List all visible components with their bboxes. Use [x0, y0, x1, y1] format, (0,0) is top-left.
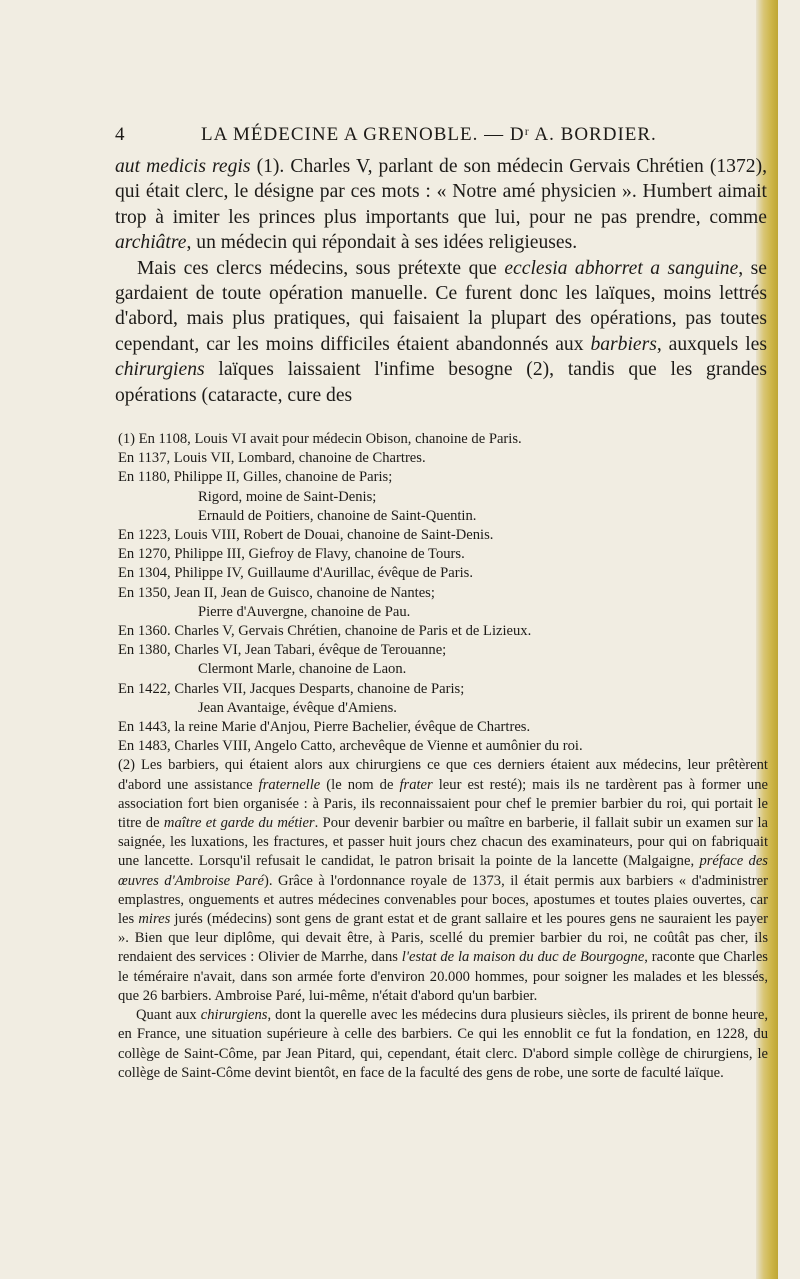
- footnote-2-paragraph-1: [118, 756, 768, 1006]
- body-paragraph-1: [115, 154, 767, 256]
- body-paragraph-2: [115, 256, 767, 408]
- text-run: , un médecin qui répondait à ses idées religieuses.: [186, 232, 578, 254]
- italic-run: l'estat de la maison du duc de Bourgogne: [401, 949, 645, 966]
- footnote-1-line: En 1350, Jean II, Jean de Guisco, chanoine de Nantes;: [118, 584, 435, 601]
- footnote-1-line: En 1180, Philippe II, Gilles, chanoine de Paris;: [118, 469, 393, 486]
- footnote-2: [118, 756, 768, 1082]
- text-run: , se gardaient de toute opération manuelle. Ce furent donc les laïques, moins lettrés d'abord, mais plus pratiques, qui faisaient la plupart des opérations, pas toutes cependant, car les moins difficiles étaient abandonnés aux: [115, 257, 767, 355]
- page-number: 4: [115, 124, 126, 145]
- text-run: , raconte que Charles le téméraire n'avait, dans son armée forte d'environ 20.000 hommes, pour soigner les malades et les blessés, que 26 barbiers. Ambroise Paré, lui-même, n'était d'abord qu'un barbier.: [118, 949, 768, 1004]
- footnote-1-line: Ernauld de Poitiers, chanoine de Saint-Quentin.: [198, 507, 477, 524]
- footnote-1-line: (1) En 1108, Louis VI avait pour médecin Obison, chanoine de Paris.: [118, 431, 522, 447]
- italic-run: frater: [399, 776, 433, 793]
- footnote-1-line: Rigord, moine de Saint-Denis;: [198, 488, 377, 505]
- footnote-1-line: Clermont Marle, chanoine de Laon.: [198, 661, 407, 678]
- text-run: Mais ces clercs médecins, sous prétexte que: [137, 257, 505, 279]
- footnote-1-line: En 1223, Louis VIII, Robert de Douai, chanoine de Saint-Denis.: [118, 527, 494, 544]
- footnote-1-line: Jean Avantaige, évêque d'Amiens.: [198, 699, 397, 716]
- footnotes: [118, 430, 768, 1083]
- text-run: Quant aux: [136, 1007, 201, 1024]
- italic-run: fraternelle: [258, 776, 321, 793]
- footnote-1-line: En 1483, Charles VIII, Angelo Catto, archevêque de Vienne et aumônier du roi.: [118, 738, 583, 755]
- footnote-1-line: En 1304, Philippe IV, Guillaume d'Aurillac, évêque de Paris.: [118, 565, 473, 582]
- italic-run: maître et garde du métier: [163, 815, 315, 832]
- footnote-1-list: [118, 430, 768, 756]
- footnote-1-line: En 1422, Charles VII, Jacques Desparts, chanoine de Paris;: [118, 680, 465, 697]
- running-header: [115, 124, 775, 146]
- italic-run: ecclesia abhorret a sanguine: [504, 257, 739, 279]
- text-run: ). Grâce à l'ordonnance royale de 1373, il était permis aux barbiers « d'administrer emplastres, onguements et autres médecines convenables pour boces, apostumes et toutes plaies ouvertes, car les: [118, 872, 768, 928]
- text-run: (2) Les barbiers, qui étaient alors aux chirurgiens ce que ces derniers étaient aux médecins, leur prêtèrent d'abord une assistance: [118, 757, 768, 793]
- text-run: jurés (médecins) sont gens de grant estat et de grant sallaire et les poures gens ne sauraient les payer ». Bien que leur diplôme, qui devait être, à Paris, scellé du premier barbier du roi, ne coûtât pas cher, ils rendaient des services : Olivier de Marrhe, dans: [118, 911, 768, 966]
- italic-run: aut medicis regis: [115, 156, 251, 177]
- footnote-1-line: En 1270, Philippe III, Giefroy de Flavy, chanoine de Tours.: [118, 546, 465, 563]
- running-title: LA MÉDECINE A GRENOBLE. — Dʳ A. BORDIER.: [201, 124, 657, 145]
- italic-run: chirurgiens: [115, 359, 205, 381]
- footnote-1-line: En 1360. Charles V, Gervais Chrétien, chanoine de Paris et de Lizieux.: [118, 623, 532, 640]
- main-body-text: [115, 154, 767, 408]
- italic-run: chirurgiens: [200, 1007, 268, 1024]
- text-run: (1). Charles V, parlant de son médecin Gervais Chrétien (1372), qui était clerc, le désigne par ces mots : « Notre amé physicien ». Humbert aimait trop à imiter les princes plus importants que lui, pour ne pas prendre, comme: [115, 156, 767, 228]
- italic-run: archiâtre: [115, 232, 187, 254]
- italic-run: barbiers: [590, 333, 657, 355]
- text-run: laïques laissaient l'infime besogne (2), tandis que les grandes opérations (cataracte, cure des: [115, 359, 767, 406]
- text-run: . Pour devenir barbier ou maître en barberie, il fallait subir un examen sur la saignée, les luxations, les fractures, et passer huit jours chez chacun des examinateurs, pour qui on fabriquait une lancette. Lorsqu'il refusait le candidat, le patron brisait la pointe de la lancette (Malgaigne,: [118, 815, 769, 870]
- footnote-1-line: En 1380, Charles VI, Jean Tabari, évêque de Terouanne;: [118, 642, 447, 659]
- italic-run: mires: [138, 911, 171, 928]
- footnote-1-line: En 1443, la reine Marie d'Anjou, Pierre Bachelier, évêque de Chartres.: [118, 719, 531, 736]
- text-run: (le nom de: [320, 776, 400, 793]
- text-run: , auxquels les: [656, 333, 767, 355]
- footnote-1-line: En 1137, Louis VII, Lombard, chanoine de Chartres.: [118, 450, 426, 467]
- italic-run: préface des œuvres d'Ambroise Paré: [118, 853, 768, 889]
- text-run: leur est resté); mais ils ne tardèrent pas à former une association fort bien organisée : à Paris, ils reconnaissaient pour chef le premier barbier du roi, qui portait le titre de: [118, 776, 768, 832]
- text-run: , dont la querelle avec les médecins dura plusieurs siècles, ils prirent de bonne heure, en France, une situation supérieure à celle des barbiers. Ce qui les ennoblit ce fut la fondation, en 1228, du collège de Saint-Côme, par Jean Pitard, qui, cependant, était clerc. D'abord simple collège de chirurgiens, le collège de Saint-Côme devint bientôt, en face de la faculté des gens de robe, une sorte de faculté laïque.: [118, 1007, 768, 1081]
- footnote-1-line: Pierre d'Auvergne, chanoine de Pau.: [198, 603, 411, 620]
- footnote-2-paragraph-2: [118, 1006, 768, 1083]
